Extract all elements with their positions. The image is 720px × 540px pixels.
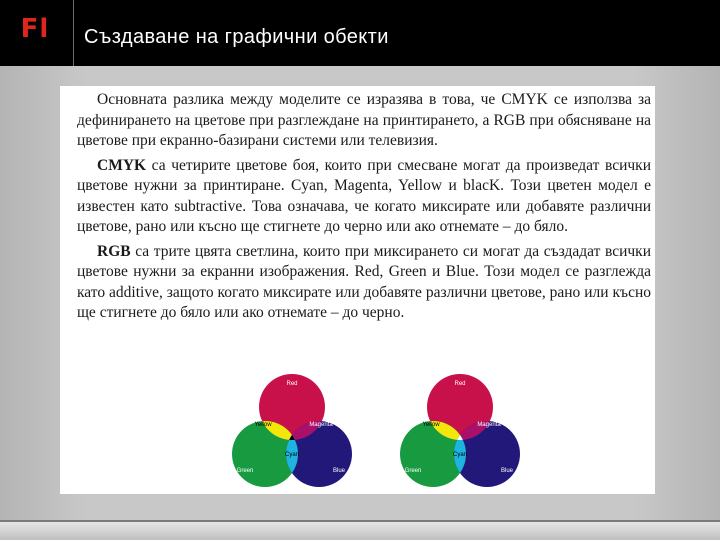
term-cmyk: CMYK [97, 156, 147, 174]
label-yellow: Yellow [254, 422, 272, 428]
subtractive-color-diagram [217, 364, 367, 494]
slide-header [0, 0, 720, 66]
label-red: Red [286, 381, 298, 387]
logo-text: Fl [20, 14, 50, 44]
label-magenta: Magenta [309, 422, 333, 428]
paragraph-cmyk-text: са четирите цветове боя, които при смесване могат да произведат всички цветове нужни за принтиране. Cyan, Magenta, Yellow и blacK. Този цветен модел е известен като subtractive. Това означава, че когато миксирате или добавяте различни цветове, рано или късно ще стигнете до черно или ако отнемате – до бяло. [77, 156, 651, 235]
paragraph-rgb-text: са трите цвята светлина, които при миксирането си могат да създадат всички цветове нужни за екранни изображения. Red, Green и Blue. Този модел се разглежда като additive, защото когато миксирате или добавяте различни цветове, рано или късно ще стигнете до бяло или ако отнемате – до черно. [77, 242, 651, 321]
slide-footer [0, 522, 720, 540]
label-cyan: Cyan [452, 452, 468, 458]
label-blue: Blue [500, 468, 514, 474]
document-text [77, 90, 651, 328]
label-cyan: Cyan [284, 452, 300, 458]
logo-divider [73, 0, 74, 66]
paragraph-intro: Основната разлика между моделите се изразява в това, че CMYK се използва за дефинирането на цветове при разглеждане на принтирането, а RGB при обясняване на цветове при екранно-базирани системи или телевизия. [77, 91, 651, 149]
label-green: Green [404, 468, 422, 474]
label-green: Green [236, 468, 254, 474]
label-blue: Blue [332, 468, 346, 474]
paragraph-cmyk [77, 156, 651, 238]
label-red: Red [454, 381, 466, 387]
slide-title: Създаване на графични обекти [84, 26, 389, 48]
term-rgb: RGB [97, 242, 131, 260]
label-yellow: Yellow [422, 422, 440, 428]
app-logo [0, 0, 70, 66]
additive-color-diagram [385, 364, 535, 494]
paragraph-rgb [77, 242, 651, 324]
label-magenta: Magenta [477, 422, 501, 428]
